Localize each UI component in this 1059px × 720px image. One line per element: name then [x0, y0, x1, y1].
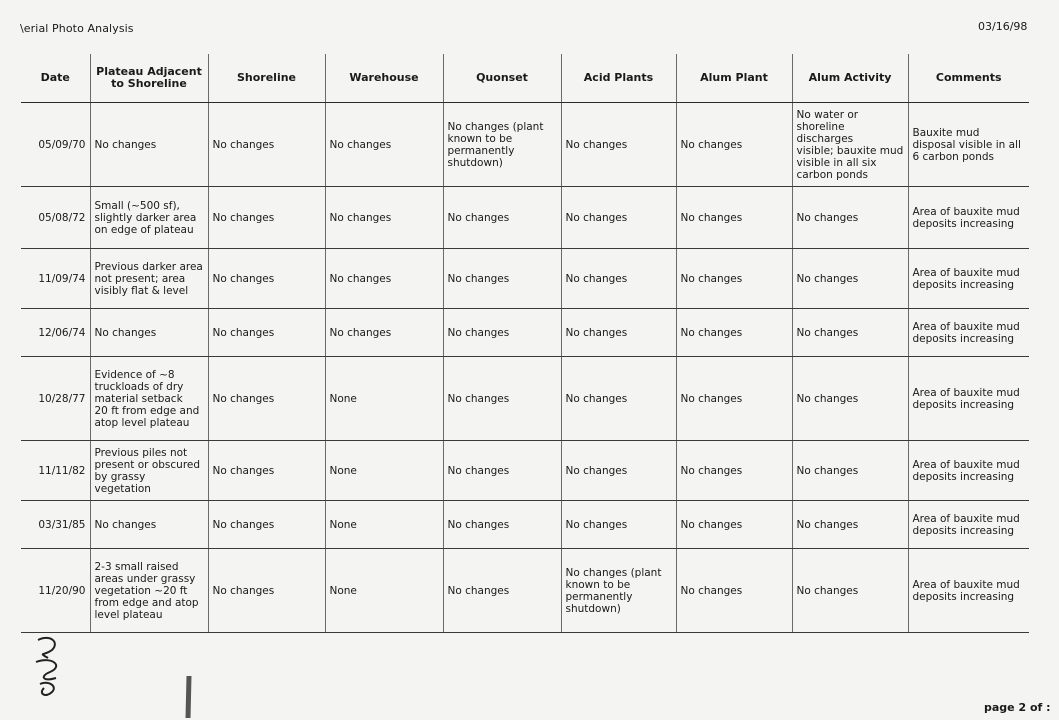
table-cell: No changes	[90, 103, 208, 187]
table-row	[21, 357, 1029, 441]
aerial-photo-table	[21, 54, 1029, 633]
table-cell: No changes	[443, 549, 561, 633]
table-cell: No changes	[208, 309, 325, 357]
table-cell: No changes	[208, 441, 325, 501]
table-cell: No changes	[208, 187, 325, 249]
table-cell: No changes	[561, 501, 676, 549]
table-cell: No changes	[208, 103, 325, 187]
table-cell: None	[325, 501, 443, 549]
table-row	[21, 549, 1029, 633]
table-cell: No changes	[792, 309, 908, 357]
table-cell: No changes	[676, 309, 792, 357]
table-row	[21, 309, 1029, 357]
column-header: Shoreline	[208, 54, 325, 103]
table-cell: No changes	[676, 549, 792, 633]
table-cell: None	[325, 357, 443, 441]
table-cell: No changes	[208, 501, 325, 549]
table-cell: No changes	[676, 357, 792, 441]
table-row	[21, 187, 1029, 249]
table-cell: 2-3 small raised areas under grassy vegetation ~20 ft from edge and atop level plateau	[90, 549, 208, 633]
pen-stroke-icon	[182, 674, 196, 720]
table-cell: No changes (plant known to be permanently shutdown)	[443, 103, 561, 187]
table-cell: No changes	[443, 441, 561, 501]
table-cell: No changes	[792, 357, 908, 441]
table-cell: Area of bauxite mud deposits increasing	[908, 501, 1029, 549]
table-cell: Area of bauxite mud deposits increasing	[908, 549, 1029, 633]
table-cell: No changes	[792, 501, 908, 549]
column-header: Acid Plants	[561, 54, 676, 103]
table-row	[21, 441, 1029, 501]
table-cell: Area of bauxite mud deposits increasing	[908, 187, 1029, 249]
table-cell: Previous piles not present or obscured by grassy vegetation	[90, 441, 208, 501]
page-number: page 2 of :	[984, 701, 1051, 714]
table-cell: No changes	[90, 501, 208, 549]
table-cell: No changes	[676, 187, 792, 249]
column-header: Date	[21, 54, 90, 103]
date-cell: 12/06/74	[21, 309, 90, 357]
document-title: \erial Photo Analysis	[20, 22, 134, 35]
table-header-row	[21, 54, 1029, 103]
date-cell: 11/09/74	[21, 249, 90, 309]
table-cell: No changes	[325, 249, 443, 309]
table-cell: Small (~500 sf), slightly darker area on edge of plateau	[90, 187, 208, 249]
table-row	[21, 249, 1029, 309]
table-cell: No changes	[792, 249, 908, 309]
table-cell: No changes	[676, 103, 792, 187]
column-header: Plateau Adjacent to Shoreline	[90, 54, 208, 103]
date-cell: 10/28/77	[21, 357, 90, 441]
table-cell: No changes	[792, 549, 908, 633]
handwritten-mark-icon	[30, 632, 70, 702]
date-cell: 11/11/82	[21, 441, 90, 501]
table-cell: Bauxite mud disposal visible in all 6 carbon ponds	[908, 103, 1029, 187]
table-cell: No changes (plant known to be permanently shutdown)	[561, 549, 676, 633]
table-cell: No changes	[443, 187, 561, 249]
table-cell: No changes	[561, 187, 676, 249]
table-row	[21, 103, 1029, 187]
column-header: Alum Activity	[792, 54, 908, 103]
table-row	[21, 501, 1029, 549]
table-cell: No changes	[90, 309, 208, 357]
table-cell: None	[325, 441, 443, 501]
table-cell: No changes	[208, 249, 325, 309]
column-header: Alum Plant	[676, 54, 792, 103]
table-cell: No changes	[443, 249, 561, 309]
table-cell: Evidence of ~8 truckloads of dry material setback 20 ft from edge and atop level plateau	[90, 357, 208, 441]
table-cell: Area of bauxite mud deposits increasing	[908, 249, 1029, 309]
table-cell: No changes	[676, 249, 792, 309]
date-cell: 03/31/85	[21, 501, 90, 549]
date-cell: 11/20/90	[21, 549, 90, 633]
table-cell: No changes	[676, 501, 792, 549]
document-date: 03/16/98	[978, 20, 1028, 33]
table-cell: No changes	[561, 309, 676, 357]
table-cell: No changes	[443, 309, 561, 357]
table-cell: No changes	[676, 441, 792, 501]
table-cell: No changes	[443, 357, 561, 441]
table-cell: No changes	[561, 441, 676, 501]
column-header: Comments	[908, 54, 1029, 103]
column-header: Quonset	[443, 54, 561, 103]
table-cell: No changes	[208, 549, 325, 633]
table-cell: Area of bauxite mud deposits increasing	[908, 441, 1029, 501]
table-cell: No changes	[443, 501, 561, 549]
table-cell: Previous darker area not present; area visibly flat & level	[90, 249, 208, 309]
column-header: Warehouse	[325, 54, 443, 103]
table-cell: No water or shoreline discharges visible; bauxite mud visible in all six carbon ponds	[792, 103, 908, 187]
table-cell: No changes	[325, 309, 443, 357]
table-cell: Area of bauxite mud deposits increasing	[908, 309, 1029, 357]
table-cell: No changes	[792, 441, 908, 501]
table-cell: None	[325, 549, 443, 633]
table-cell: No changes	[325, 187, 443, 249]
table-cell: No changes	[561, 357, 676, 441]
date-cell: 05/08/72	[21, 187, 90, 249]
date-cell: 05/09/70	[21, 103, 90, 187]
table-cell: No changes	[792, 187, 908, 249]
table-cell: No changes	[561, 249, 676, 309]
table-cell: Area of bauxite mud deposits increasing	[908, 357, 1029, 441]
table-cell: No changes	[208, 357, 325, 441]
table-cell: No changes	[325, 103, 443, 187]
table-cell: No changes	[561, 103, 676, 187]
